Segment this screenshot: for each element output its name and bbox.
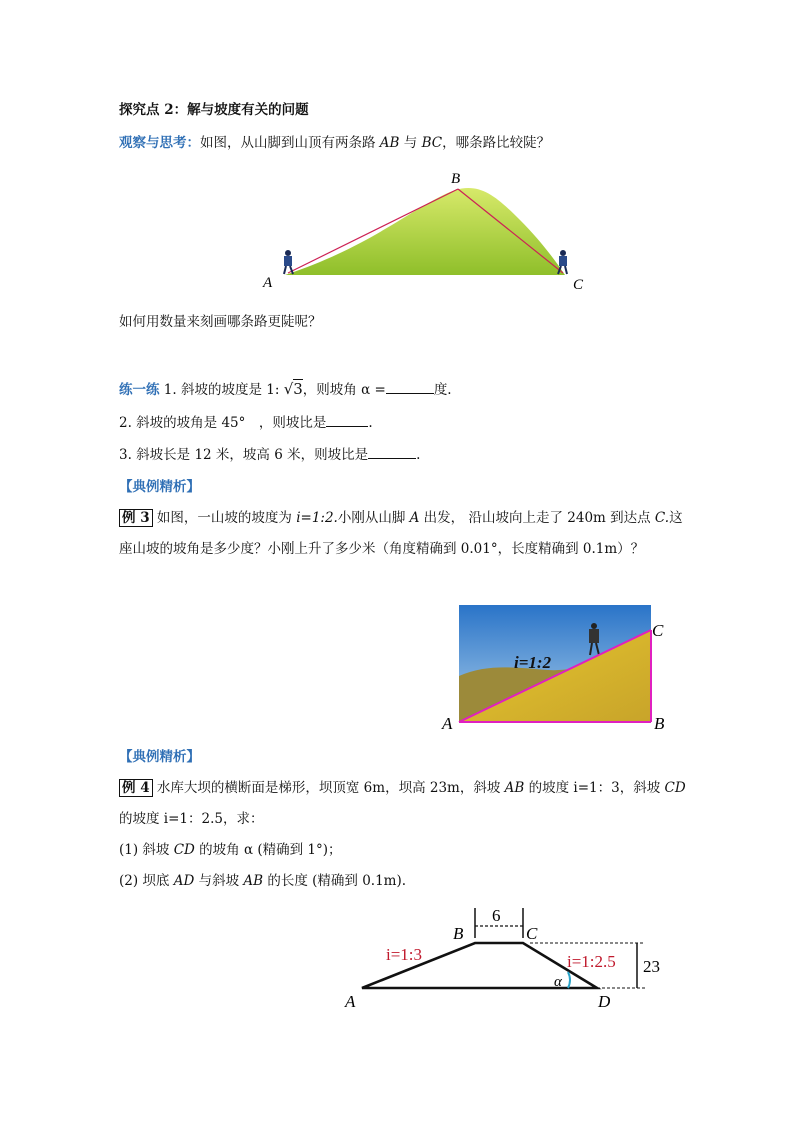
mountain-label-c: C	[573, 277, 584, 293]
example4-mid: 的坡度 i=1：3，斜坡	[524, 780, 665, 796]
practice-q2-end: .	[368, 415, 373, 431]
sqrt-value: 3	[293, 380, 303, 398]
observe-text: 如图，从山脚到山顶有两条路	[200, 135, 380, 151]
example3-end: 这	[669, 510, 683, 526]
photo-label-a: A	[442, 714, 453, 733]
example3-line1	[119, 509, 683, 527]
angle-alpha-label: α	[554, 974, 562, 990]
slope-photo-figure	[438, 598, 678, 738]
observe-text-end: ，哪条路比较陡？	[442, 135, 551, 151]
mountain-label-a: A	[263, 275, 273, 291]
observe-bc: BC	[421, 135, 443, 151]
example4-line2: 的坡度 i=1：2.5，求：	[119, 811, 264, 827]
example4-q2	[119, 872, 406, 890]
example4-q2-text: (2) 坝底	[119, 873, 174, 889]
example4-ab: AB	[504, 780, 525, 796]
example3-i: i=1:2.	[296, 510, 338, 526]
section-title: 探究点 2：解与坡度有关的问题	[119, 102, 309, 118]
example3-mid: 小刚从山脚	[337, 510, 410, 526]
observe-ab: AB	[379, 135, 400, 151]
practice-q3	[119, 446, 420, 464]
photo-label-c: C	[652, 621, 664, 640]
observe-mid: 与	[399, 135, 422, 151]
trapezoid-label-a: A	[345, 992, 356, 1011]
answer-blank-1[interactable]	[386, 381, 434, 394]
example4-line1	[119, 779, 686, 797]
question-text: 如何用数量来刻画哪条路更陡呢？	[119, 314, 322, 330]
angle-alpha-arc	[568, 972, 570, 988]
example4-q1-end: 的坡角 α (精确到 1°)；	[194, 842, 342, 858]
hiker-right-icon	[558, 250, 567, 274]
example3-a: A	[409, 510, 420, 526]
hiker-left-icon	[284, 250, 293, 274]
practice-q1	[119, 380, 452, 399]
height-value: 23	[643, 957, 660, 976]
practice-q2-text: 2. 斜坡的坡角是 45° ，则坡比是	[119, 415, 327, 431]
practice-q1-text: 1. 斜坡的坡度是 1:	[159, 382, 284, 398]
example4-q2-ab: AB	[243, 873, 264, 889]
example4-q1-text: (1) 斜坡	[119, 842, 174, 858]
example3-tag: 例 3	[119, 509, 153, 527]
example4-q2-ad: AD	[173, 873, 195, 889]
example4-q2-end: 的长度 (精确到 0.1m).	[263, 873, 407, 889]
photo-label-b: B	[654, 714, 665, 733]
example3-line2: 座山坡的坡角是多少度？小刚上升了多少米（角度精确到 0.01°，长度精确到 0.1m）？	[119, 541, 645, 557]
example4-text: 水库大坝的横断面是梯形，坝顶宽 6m，坝高 23m，斜坡	[152, 780, 505, 796]
answer-blank-2[interactable]	[326, 414, 368, 427]
mountain-shape	[285, 188, 565, 275]
observe-label: 观察与思考：	[119, 135, 200, 151]
trapezoid-label-d: D	[598, 992, 611, 1011]
dam-trapezoid-figure	[340, 900, 680, 1015]
example3-mid2: 出发， 沿山坡向上走了 240m 到达点	[419, 510, 655, 526]
trapezoid-label-c: C	[526, 924, 538, 943]
example4-q1	[119, 841, 342, 859]
example4-q1-cd: CD	[173, 842, 195, 858]
sqrt-symbol: √3	[283, 380, 303, 398]
observe-line	[119, 134, 550, 152]
example3-text: 如图，一山坡的坡度为	[152, 510, 297, 526]
photo-slope-label: i=1:2	[514, 653, 552, 672]
mountain-figure	[255, 165, 595, 297]
practice-q2	[119, 414, 373, 432]
practice-label: 练一练	[119, 382, 160, 398]
trapezoid-label-b: B	[453, 924, 464, 943]
example3-c: C.	[654, 510, 670, 526]
slope-ab-label: i=1:3	[386, 945, 423, 964]
example4-q2-mid: 与斜坡	[194, 873, 244, 889]
heading-example-3: 【典例精析】	[119, 479, 200, 495]
practice-q1-mid: ，则坡角 α =	[302, 382, 386, 398]
mountain-label-b: B	[451, 171, 461, 187]
heading-example-4: 【典例精析】	[119, 749, 200, 765]
slope-cd-label: i=1:2.5	[567, 952, 616, 971]
top-width-value: 6	[492, 906, 501, 925]
example4-cd: CD	[664, 780, 686, 796]
practice-q1-end: 度.	[433, 382, 452, 398]
example4-tag: 例 4	[119, 779, 153, 797]
practice-q3-text: 3. 斜坡长是 12 米，坡高 6 米，则坡比是	[119, 447, 369, 463]
answer-blank-3[interactable]	[368, 446, 416, 459]
practice-q3-end: .	[416, 447, 421, 463]
